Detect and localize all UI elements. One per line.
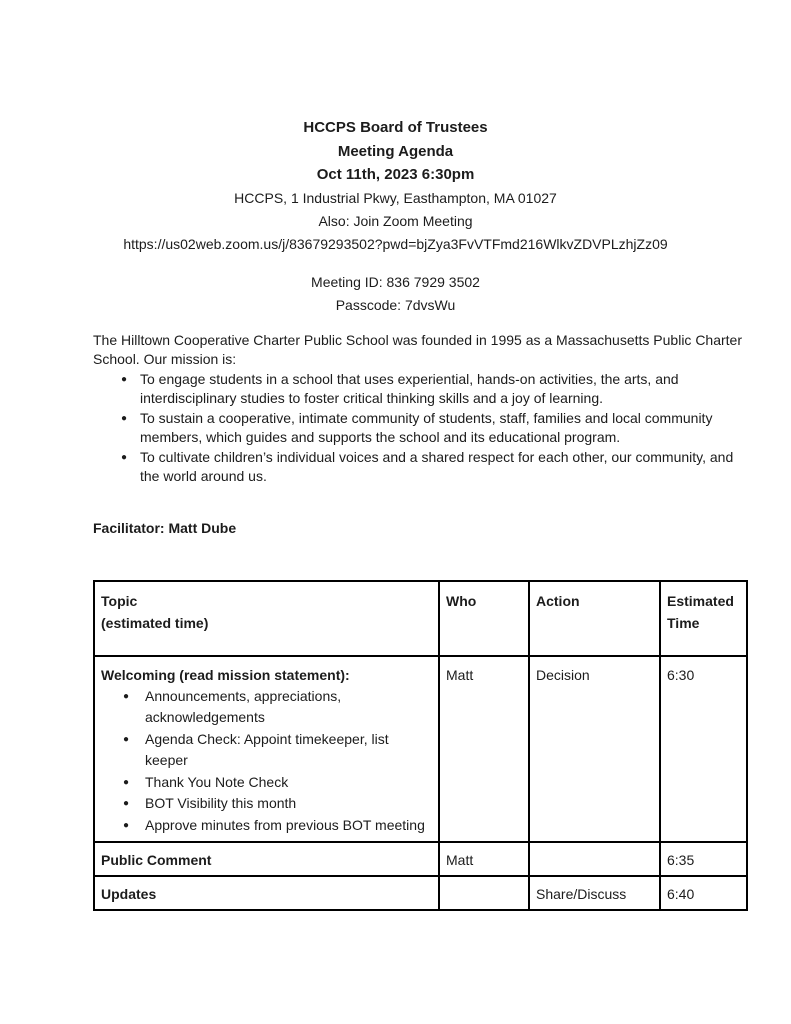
- location-line: HCCPS, 1 Industrial Pkwy, Easthampton, MA 01027: [234, 189, 557, 206]
- topic-bullet-text: Announcements, appreciations, acknowledgements: [145, 687, 342, 725]
- time-cell: 6:35: [660, 842, 747, 876]
- mission-item-text: To engage students in a school that uses experiential, hands-on activities, the arts, and interdisciplinary studies to foster critical thinking skills and a joy of learning.: [140, 370, 679, 406]
- bullet-icon: ●: [123, 819, 130, 831]
- agenda-row-updates: [94, 876, 747, 910]
- time-cell: 6:30: [660, 656, 747, 842]
- passcode-line: Passcode: 7dvsWu: [335, 296, 456, 313]
- mission-intro: The Hilltown Cooperative Charter Public School was founded in 1995 as a Massachusetts Public Charter School. Our mission is:: [93, 331, 743, 367]
- bullet-icon: ●: [123, 798, 130, 809]
- mission-item: [93, 370, 746, 409]
- header-cell-topic: [94, 581, 439, 656]
- action-cell: Decision: [529, 656, 660, 842]
- topic-bullet-text: Thank You Note Check: [145, 773, 289, 790]
- action-cell: Share/Discuss: [529, 876, 660, 910]
- who-cell: Matt: [439, 656, 529, 842]
- document-header: [0, 0, 791, 317]
- zoom-invite-label: Also: Join Zoom Meeting: [318, 212, 473, 229]
- mission-item-text: To cultivate children’s individual voices and a shared respect for each other, our community, and the world around us.: [140, 448, 734, 484]
- topic-bullet-item: [101, 815, 432, 837]
- agenda-table: [93, 580, 748, 911]
- topic-bullet-item: [101, 686, 432, 729]
- who-cell: Matt: [439, 842, 529, 876]
- topic-bullet-item: [101, 729, 432, 772]
- bullet-icon: ●: [123, 776, 130, 788]
- mission-section: [93, 331, 746, 487]
- header-topic-sublabel: (estimated time): [101, 614, 209, 631]
- meeting-id-line: Meeting ID: 836 7929 3502: [311, 273, 480, 290]
- mission-item: [93, 448, 746, 487]
- time-cell: 6:40: [660, 876, 747, 910]
- doc-title: HCCPS Board of Trustees: [303, 119, 488, 136]
- topic-bullet-item: [101, 793, 432, 815]
- topic-bullet-text: Agenda Check: Appoint timekeeper, list keeper: [145, 730, 389, 768]
- doc-datetime: Oct 11th, 2023 6:30pm: [316, 166, 475, 183]
- agenda-row-welcoming: [94, 656, 747, 842]
- facilitator-line: Facilitator: Matt Dube: [93, 519, 237, 536]
- topic-bullet-text: BOT Visibility this month: [145, 795, 297, 811]
- zoom-meeting-link[interactable]: https://us02web.zoom.us/j/83679293502?pwd=bjZya3FvVTFmd216WlkvZDVPLzhjZz09: [123, 235, 668, 252]
- who-cell: [439, 876, 529, 910]
- topic-bullet-item: [101, 772, 432, 794]
- header-cell-who: Who: [439, 581, 529, 656]
- header-cell-action: Action: [529, 581, 660, 656]
- topic-bullet-text: Approve minutes from previous BOT meeting: [145, 816, 425, 833]
- mission-list: [93, 370, 746, 487]
- agenda-header-row: [94, 581, 747, 656]
- header-cell-estimated-time: Estimated Time: [660, 581, 747, 656]
- bullet-icon: ●: [123, 690, 130, 702]
- header-topic-label: Topic: [101, 592, 138, 609]
- topic-cell: [94, 656, 439, 842]
- topic-bullet-list: [101, 686, 432, 837]
- agenda-row-public-comment: [94, 842, 747, 876]
- topic-cell: Updates: [94, 876, 439, 910]
- bullet-icon: ●: [121, 451, 128, 463]
- topic-cell: Public Comment: [94, 842, 439, 876]
- bullet-icon: ●: [121, 412, 128, 424]
- action-cell: [529, 842, 660, 876]
- mission-item-text: To sustain a cooperative, intimate community of students, staff, families and local community members, which guides and supports the school and its educational program.: [140, 409, 713, 445]
- doc-subtitle: Meeting Agenda: [337, 142, 454, 160]
- bullet-icon: ●: [123, 733, 130, 745]
- topic-title: Welcoming (read mission statement):: [101, 666, 350, 683]
- bullet-icon: ●: [121, 373, 128, 385]
- mission-item: [93, 409, 746, 448]
- document-body: [93, 331, 746, 911]
